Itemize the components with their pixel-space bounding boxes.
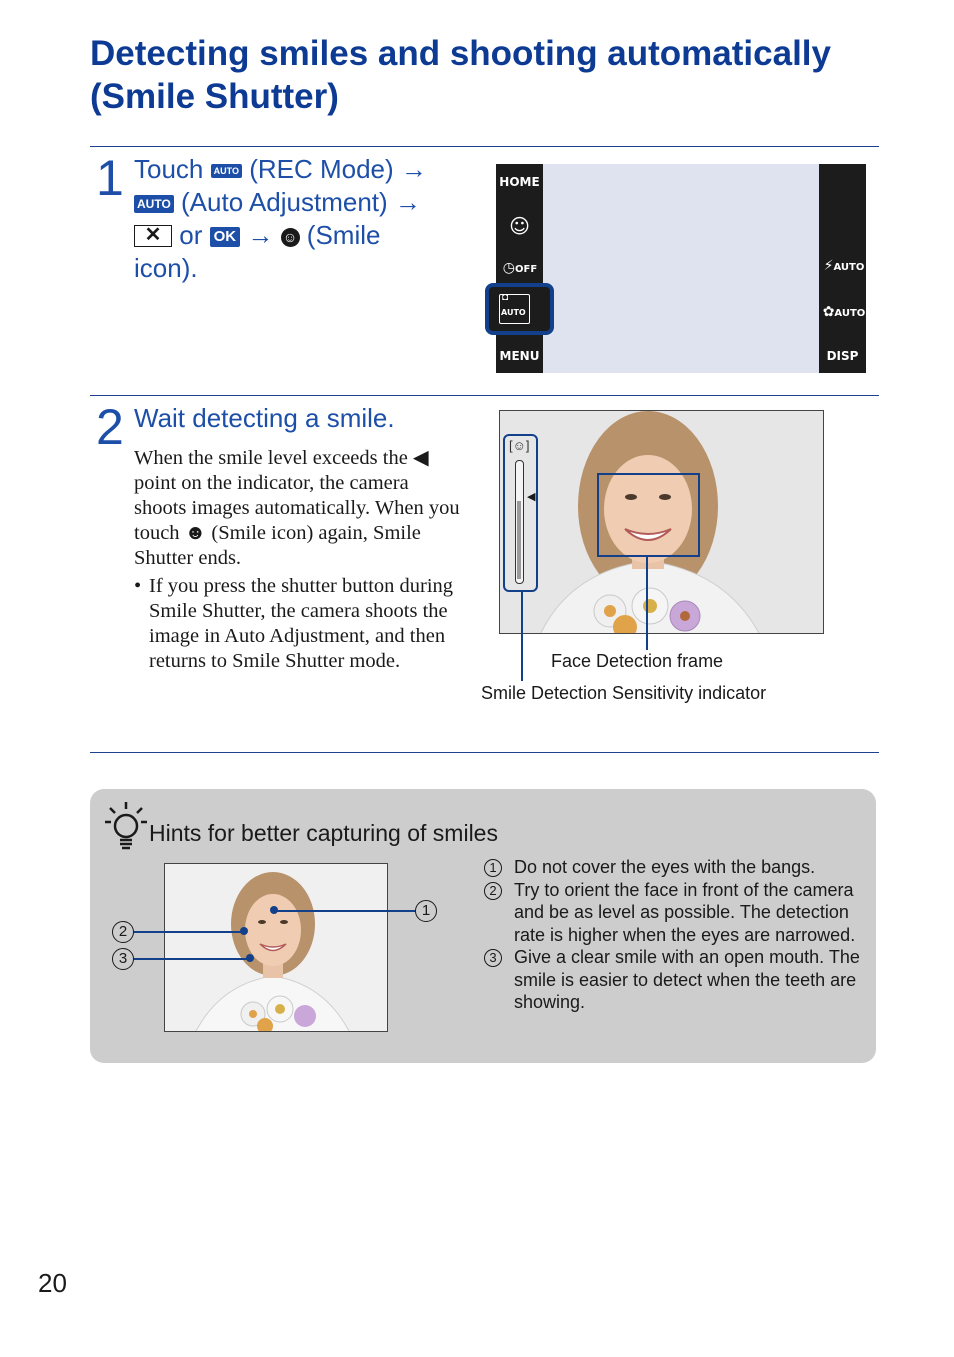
indicator-bar — [515, 460, 524, 584]
page-number: 20 — [38, 1268, 67, 1298]
smile-icon: [☺] — [509, 438, 530, 453]
callout-line-3 — [134, 958, 250, 960]
face-detection-frame — [597, 473, 700, 557]
sensitivity-caption: Smile Detection Sensitivity indicator — [481, 683, 767, 703]
callout-line-1 — [274, 910, 416, 912]
face-frame-caption: Face Detection frame — [551, 651, 724, 671]
flash-auto-icon[interactable]: ⚡AUTO — [823, 258, 865, 274]
smile-icon: ☺ — [281, 228, 300, 247]
bullet-mark: • — [134, 575, 142, 597]
step-1-text-rec: (REC Mode) → — [249, 154, 427, 184]
callout-dot-3 — [246, 954, 254, 962]
leader-line — [646, 556, 648, 650]
step-1-text-smile: (Smile — [306, 220, 381, 250]
step-2-heading: Wait detecting a smile. — [134, 403, 395, 433]
camera-screen-illustration — [496, 164, 866, 373]
auto-adjustment-icon: AUTO — [134, 195, 174, 213]
list-item — [484, 946, 864, 1014]
item-text: Try to orient the face in front of the camera and be as level as possible. The detection rate is higher when the eyes are narrowed. — [514, 879, 856, 945]
callout-number-1: 1 — [415, 900, 437, 922]
callout-number-3: 3 — [112, 948, 134, 970]
rec-mode-highlight[interactable] — [485, 283, 554, 335]
page-title: Detecting smiles and shooting automatically (Smile Shutter) — [90, 34, 831, 116]
lightbulb-icon — [104, 800, 148, 852]
item-text: Do not cover the eyes with the bangs. — [514, 857, 816, 877]
hints-list — [484, 856, 864, 1014]
divider — [90, 146, 879, 147]
disp-button[interactable]: DISP — [826, 349, 859, 363]
step-2-bullet: If you press the shutter button during Smile Shutter, the camera shoots the image in Auto Adjustment, and then returns to Smile Shutter mode. — [149, 575, 454, 672]
step-1-number: 1 — [96, 150, 124, 206]
item-number: 1 — [484, 859, 502, 877]
ok-icon: OK — [210, 227, 241, 247]
hints-title: Hints for better capturing of smiles — [149, 820, 498, 846]
step-1-text-arrow: → — [247, 220, 274, 250]
item-text: Give a clear smile with an open mouth. The smile is easier to detect when the teeth are showing. — [514, 947, 860, 1012]
list-item — [484, 879, 864, 947]
divider — [90, 395, 879, 396]
camera-auto-icon: ◘ AUTO — [499, 294, 530, 324]
hint-photo — [164, 863, 388, 1032]
menu-button[interactable]: MENU — [499, 349, 540, 363]
self-timer-off-icon[interactable]: ◷OFF — [502, 260, 538, 276]
step-1-text-touch: Touch — [134, 154, 204, 184]
step-1-text-or: or — [179, 220, 203, 250]
portrait-illustration — [165, 864, 388, 1032]
step-2-paragraph: When the smile level exceeds the ◀ point on the indicator, the camera shoots images automatically. When you touch ☻ (Smile icon) again, Smile Shutter ends. — [134, 447, 460, 569]
callout-dot-1 — [270, 906, 278, 914]
close-icon: ✕ — [134, 225, 172, 247]
divider — [90, 752, 879, 753]
rec-mode-icon: AUTO — [211, 164, 242, 178]
item-number: 3 — [484, 949, 502, 967]
step-1-text-icon: icon). — [134, 253, 198, 283]
callout-line-2 — [134, 931, 244, 933]
smile-icon[interactable]: ☺ — [509, 214, 530, 238]
callout-dot-2 — [240, 927, 248, 935]
step-1-text-auto: (Auto Adjustment) → — [181, 187, 421, 217]
callout-number-2: 2 — [112, 921, 134, 943]
item-number: 2 — [484, 882, 502, 900]
smile-sensitivity-indicator — [503, 434, 538, 592]
step-2-number: 2 — [96, 399, 124, 455]
smile-detection-photo — [499, 410, 824, 634]
camera-right-bar — [819, 164, 866, 373]
macro-auto-icon[interactable]: ✿AUTO — [822, 304, 866, 320]
home-button[interactable]: HOME — [499, 175, 540, 189]
list-item — [484, 856, 864, 879]
camera-left-bar — [496, 164, 543, 373]
leader-line — [521, 591, 523, 681]
step-1-instruction — [134, 153, 464, 285]
threshold-arrow-icon: ◀ — [527, 491, 536, 503]
